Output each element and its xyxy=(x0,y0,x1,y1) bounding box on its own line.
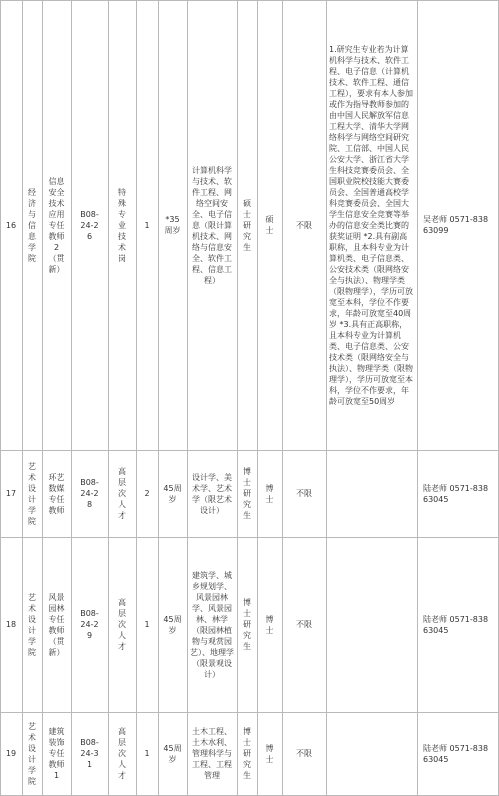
education-cell xyxy=(237,0,257,450)
position-code: B08-24-26 xyxy=(80,209,99,241)
college-name: 艺术设计学院 xyxy=(28,721,36,786)
position-code: B08-24-28 xyxy=(80,478,99,509)
contact-info: 陆老师 0571-83863045 xyxy=(423,483,489,504)
degree-cell xyxy=(257,0,282,450)
contact-info: 陆老师 0571-83863045 xyxy=(423,614,489,635)
degree-cell xyxy=(257,537,282,712)
major-cell xyxy=(187,450,237,537)
position-cell xyxy=(42,450,71,537)
contact-cell xyxy=(417,712,498,795)
college-cell xyxy=(22,537,42,712)
row-number: 19 xyxy=(5,749,17,758)
other-cell xyxy=(326,537,417,712)
education-requirement: 博士研究生 xyxy=(243,598,251,651)
degree-cell xyxy=(257,712,282,795)
household-cell xyxy=(282,537,326,712)
degree-requirement: 硕士 xyxy=(265,215,274,235)
position-name: 风景园林专任教师（贯新） xyxy=(48,592,65,657)
education-cell xyxy=(237,450,257,537)
age-limit: 45周岁 xyxy=(163,614,182,635)
education-requirement: 博士研究生 xyxy=(243,467,251,520)
contact-info: 吴老师 0571-83863099 xyxy=(423,215,489,235)
degree-requirement: 博士 xyxy=(265,743,274,764)
position-category: 高层次人才 xyxy=(118,467,126,520)
count-cell xyxy=(136,450,158,537)
contact-cell xyxy=(417,0,498,450)
household-requirement: 不限 xyxy=(296,220,312,230)
college-name: 艺术设计学院 xyxy=(28,461,36,526)
hiring-count: 1 xyxy=(144,620,150,629)
table-row xyxy=(0,0,22,450)
category-cell xyxy=(108,450,136,537)
education-cell xyxy=(237,712,257,795)
table-row xyxy=(0,712,22,795)
major-requirement: 建筑学、城乡规划学、风景园林学、风景园林、林学（限园林植物与观赏园艺）、地理学（限景观设计） xyxy=(190,570,234,679)
education-requirement: 硕士研究生 xyxy=(243,198,251,252)
count-cell xyxy=(136,0,158,450)
category-cell xyxy=(108,712,136,795)
row-number: 18 xyxy=(5,620,17,629)
education-requirement: 博士研究生 xyxy=(243,727,251,780)
age-cell xyxy=(158,537,187,712)
household-requirement: 不限 xyxy=(296,620,312,629)
contact-info: 陆老师 0571-83863045 xyxy=(423,743,489,764)
position-name: 信息安全技术应用专任教师2（贯新） xyxy=(48,176,65,274)
degree-requirement: 博士 xyxy=(265,483,274,504)
position-name: 环艺数媒专任教师 xyxy=(48,472,65,515)
age-cell xyxy=(158,0,187,450)
household-cell xyxy=(282,450,326,537)
count-cell xyxy=(136,712,158,795)
college-cell xyxy=(22,712,42,795)
major-cell xyxy=(187,712,237,795)
major-requirement: 设计学、美术学、艺术学（限艺术设计） xyxy=(192,472,232,515)
household-cell xyxy=(282,0,326,450)
position-cell xyxy=(42,537,71,712)
other-requirements: 1.研究生专业若为计算机科学与技术、软件工程、电子信息（计算机技术、软件工程、通信工程），要求有本人参加或作为指导教师参加的由中国人民解放军信息工程大学、清华大学网络科学与网络空间研究院、工信部、中国人民公安大学、浙江省大学生科技竞赛委员会、全国职业院校技能大赛委员会、全国普通高校学科竞赛委员会、全国大学生信息安全竞赛等举办的信息安全类比赛的获奖证明 *2.具有副高职称，且本科专业为计算机类、电子信息类、公安技术类（限网络安全与执法）、物理学类（限物理学），学历可放宽至本科，学位不作要求，年龄可放宽至40周岁 *3.具有正高职称，且本科专业为计算机类、电子信息类、公安技术类（限网络安全与执法）、物理学类（限物理学），学历可放宽至本科，学位不作要求，年龄可放宽至50周岁 xyxy=(329,44,413,406)
code-cell xyxy=(71,450,108,537)
household-requirement: 不限 xyxy=(296,749,312,758)
code-cell xyxy=(71,0,108,450)
position-name: 建筑装饰专任教师1 xyxy=(48,727,65,780)
hiring-count: 1 xyxy=(144,220,150,230)
college-cell xyxy=(22,450,42,537)
position-code: B08-24-31 xyxy=(80,738,99,769)
other-cell xyxy=(326,450,417,537)
table-row xyxy=(0,537,22,712)
education-cell xyxy=(237,537,257,712)
household-cell xyxy=(282,712,326,795)
hiring-count: 2 xyxy=(144,489,150,498)
table-row xyxy=(0,450,22,537)
other-cell xyxy=(326,0,417,450)
other-cell xyxy=(326,712,417,795)
position-category: 特殊专业技术岗 xyxy=(118,187,126,263)
position-category: 高层次人才 xyxy=(118,598,126,651)
age-limit: 45周岁 xyxy=(163,743,182,764)
college-name: 经济与信息学院 xyxy=(28,187,36,263)
contact-cell xyxy=(417,450,498,537)
position-category: 高层次人才 xyxy=(118,727,126,780)
college-name: 艺术设计学院 xyxy=(28,592,36,657)
household-requirement: 不限 xyxy=(296,489,312,498)
position-cell xyxy=(42,0,71,450)
category-cell xyxy=(108,537,136,712)
code-cell xyxy=(71,712,108,795)
position-code: B08-24-29 xyxy=(80,609,99,640)
degree-requirement: 博士 xyxy=(265,614,274,635)
age-limit: *35周岁 xyxy=(164,215,181,235)
hiring-count: 1 xyxy=(144,749,150,758)
age-cell xyxy=(158,712,187,795)
degree-cell xyxy=(257,450,282,537)
major-requirement: 计算机科学与技术、软件工程、网络空间安全、电子信息（限计算机技术、网络与信息安全、软件工程、信息工程） xyxy=(192,165,232,285)
count-cell xyxy=(136,537,158,712)
contact-cell xyxy=(417,537,498,712)
age-cell xyxy=(158,450,187,537)
major-cell xyxy=(187,537,237,712)
row-number: 17 xyxy=(5,489,17,498)
major-cell xyxy=(187,0,237,450)
age-limit: 45周岁 xyxy=(163,483,182,504)
code-cell xyxy=(71,537,108,712)
major-requirement: 土木工程、土木水利、管理科学与工程、工程管理 xyxy=(192,727,232,780)
category-cell xyxy=(108,0,136,450)
college-cell xyxy=(22,0,42,450)
row-number: 16 xyxy=(5,220,17,230)
position-cell xyxy=(42,712,71,795)
